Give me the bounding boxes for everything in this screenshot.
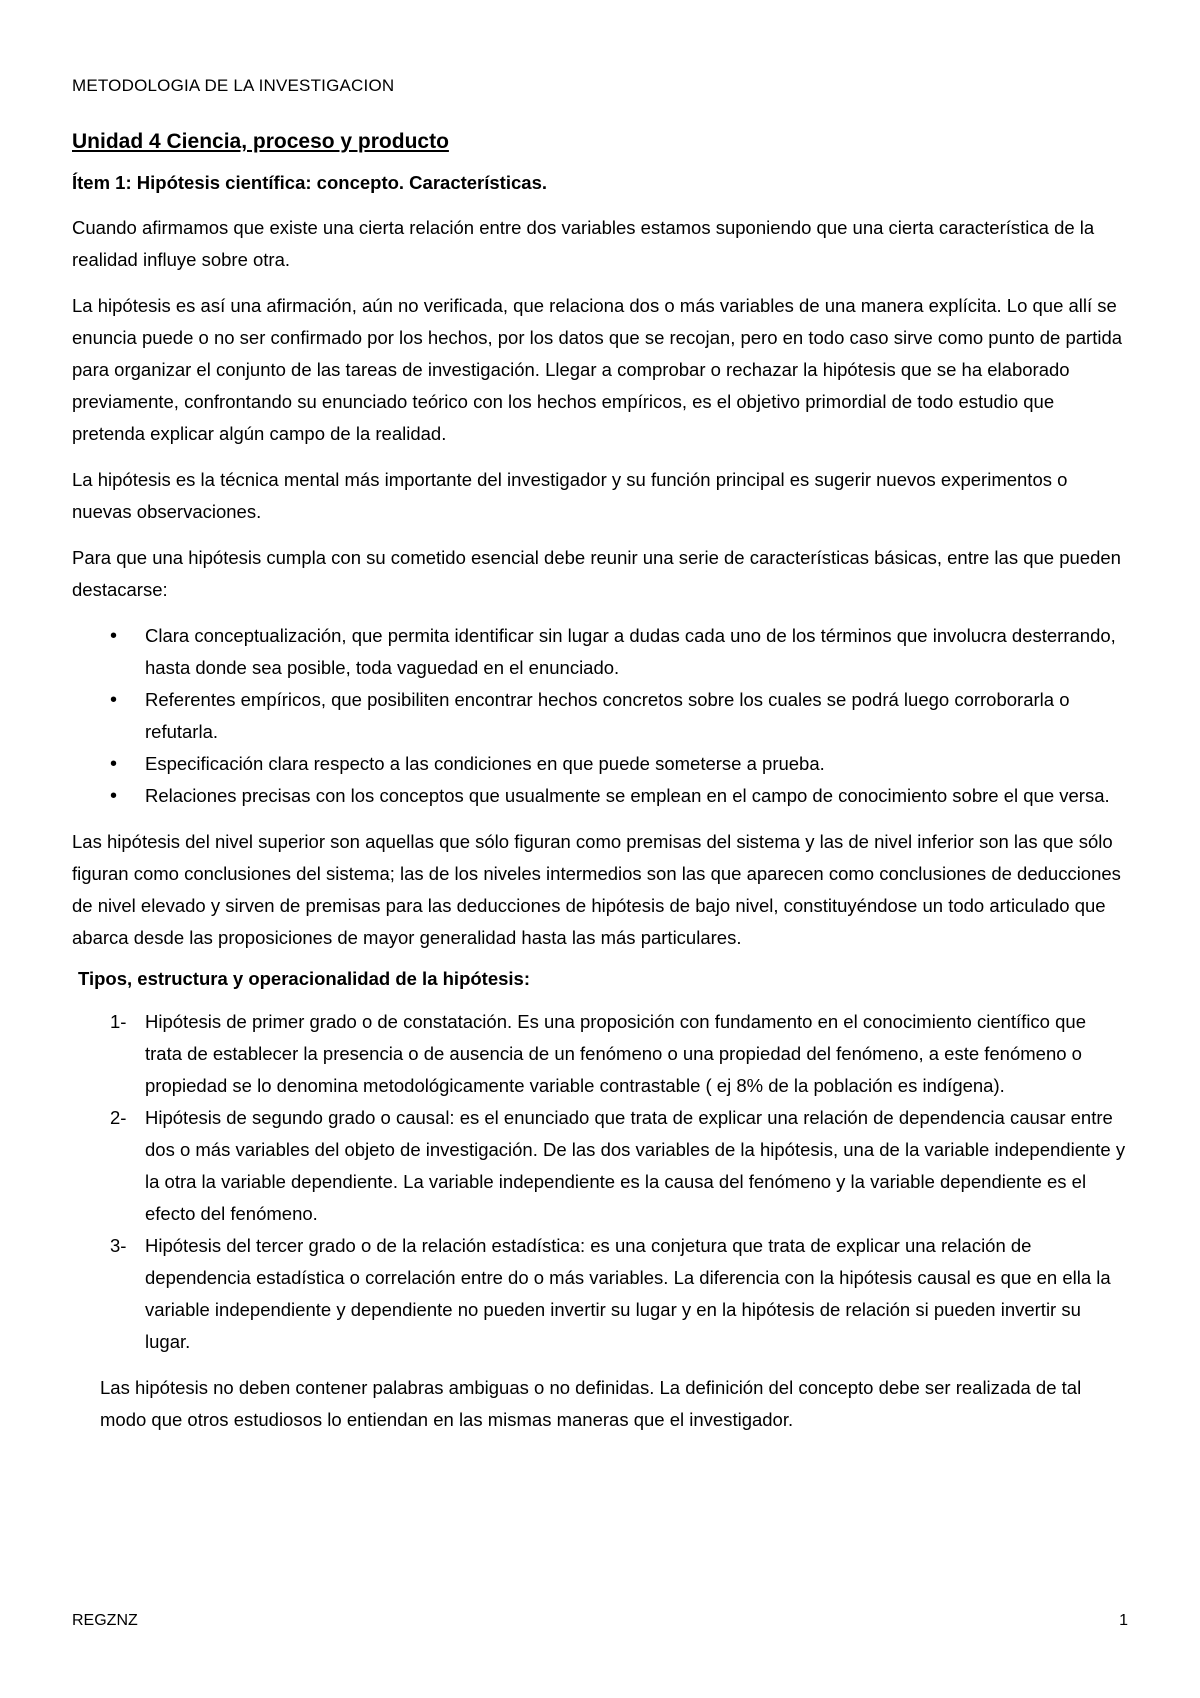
course-header: METODOLOGIA DE LA INVESTIGACION <box>72 76 395 95</box>
item-title: Ítem 1: Hipótesis científica: concepto. Características. <box>72 172 547 193</box>
hypothesis-types-list <box>72 1006 1128 1358</box>
list-item <box>72 1102 1128 1230</box>
list-item-text: Relaciones precisas con los conceptos que usualmente se emplean en el campo de conocimiento sobre el que versa. <box>145 785 1110 806</box>
list-item <box>72 684 1128 748</box>
bullet-icon: • <box>110 753 118 775</box>
paragraph: La hipótesis es la técnica mental más importante del investigador y su función principal es sugerir nuevos experimentos o nuevas observaciones. <box>72 469 1068 522</box>
bullet-icon: • <box>110 625 118 647</box>
paragraph: Cuando afirmamos que existe una cierta relación entre dos variables estamos suponiendo que una cierta característica de la realidad influye sobre otra. <box>72 217 1095 270</box>
list-number: 3- <box>110 1235 127 1256</box>
list-item <box>72 1230 1128 1358</box>
list-number: 2- <box>110 1107 127 1128</box>
document-page <box>72 76 1128 1436</box>
bullet-icon: • <box>110 689 118 711</box>
bullet-icon: • <box>110 785 118 807</box>
closing-paragraph: Las hipótesis no deben contener palabras ambiguas o no definidas. La definición del concepto debe ser realizada de tal modo que otros estudiosos lo entiendan en las mismas maneras que el investigador. <box>100 1377 1082 1430</box>
page-number: 1 <box>1119 1612 1128 1629</box>
list-item-text: Especificación clara respecto a las condiciones en que puede someterse a prueba. <box>145 753 825 774</box>
list-item <box>72 780 1128 812</box>
levels-paragraph: Las hipótesis del nivel superior son aquellas que sólo figuran como premisas del sistema y las de nivel inferior son las que sólo figuran como conclusiones del sistema; las de los niveles intermedios son las que aparecen como conclusiones de deducciones de nivel elevado y sirven de premisas para las deducciones de hipótesis de bajo nivel, constituyéndose un todo articulado que abarca desde las proposiciones de mayor generalidad hasta las más particulares. <box>72 831 1121 948</box>
unit-title: Unidad 4 Ciencia, proceso y producto <box>72 130 449 153</box>
list-item-text: Hipótesis de segundo grado o causal: es el enunciado que trata de explicar una relación de dependencia causar entre dos o más variables del objeto de investigación. De las dos variables de la hipótesis, una de la variable independiente y la otra la variable dependiente. La variable independiente es la causa del fenómeno y la variable dependiente es el efecto del fenómeno. <box>145 1107 1126 1224</box>
list-item-text: Clara conceptualización, que permita identificar sin lugar a dudas cada uno de los términos que involucra desterrando, hasta donde sea posible, toda vaguedad en el enunciado. <box>145 625 1116 678</box>
list-item <box>72 1006 1128 1102</box>
types-title: Tipos, estructura y operacionalidad de la hipótesis: <box>78 968 530 989</box>
paragraph: Para que una hipótesis cumpla con su cometido esencial debe reunir una serie de características básicas, entre las que pueden destacarse: <box>72 547 1121 600</box>
footer-author: REGZNZ <box>72 1612 138 1629</box>
list-item-text: Hipótesis de primer grado o de constatación. Es una proposición con fundamento en el conocimiento científico que trata de establecer la presencia o de ausencia de un fenómeno o una propiedad del fenómeno, a este fenómeno o propiedad se lo denomina metodológicamente variable contrastable ( ej 8% de la población es indígena). <box>145 1011 1086 1096</box>
list-item <box>72 748 1128 780</box>
paragraph: La hipótesis es así una afirmación, aún no verificada, que relaciona dos o más variables de una manera explícita. Lo que allí se enuncia puede o no ser confirmado por los hechos, por los datos que se recojan, pero en todo caso sirve como punto de partida para organizar el conjunto de las tareas de investigación. Llegar a comprobar o rechazar la hipótesis que se ha elaborado previamente, confrontando su enunciado teórico con los hechos empíricos, es el objetivo primordial de todo estudio que pretenda explicar algún campo de la realidad. <box>72 295 1123 444</box>
list-item-text: Hipótesis del tercer grado o de la relación estadística: es una conjetura que trata de explicar una relación de dependencia estadística o correlación entre do o más variables. La diferencia con la hipótesis causal es que en ella la variable independiente y dependiente no pueden invertir su lugar y en la hipótesis de relación si pueden invertir su lugar. <box>145 1235 1111 1352</box>
list-item <box>72 620 1128 684</box>
list-item-text: Referentes empíricos, que posibiliten encontrar hechos concretos sobre los cuales se podrá luego corroborarla o refutarla. <box>145 689 1070 742</box>
list-number: 1- <box>110 1011 127 1032</box>
characteristics-list <box>72 620 1128 812</box>
